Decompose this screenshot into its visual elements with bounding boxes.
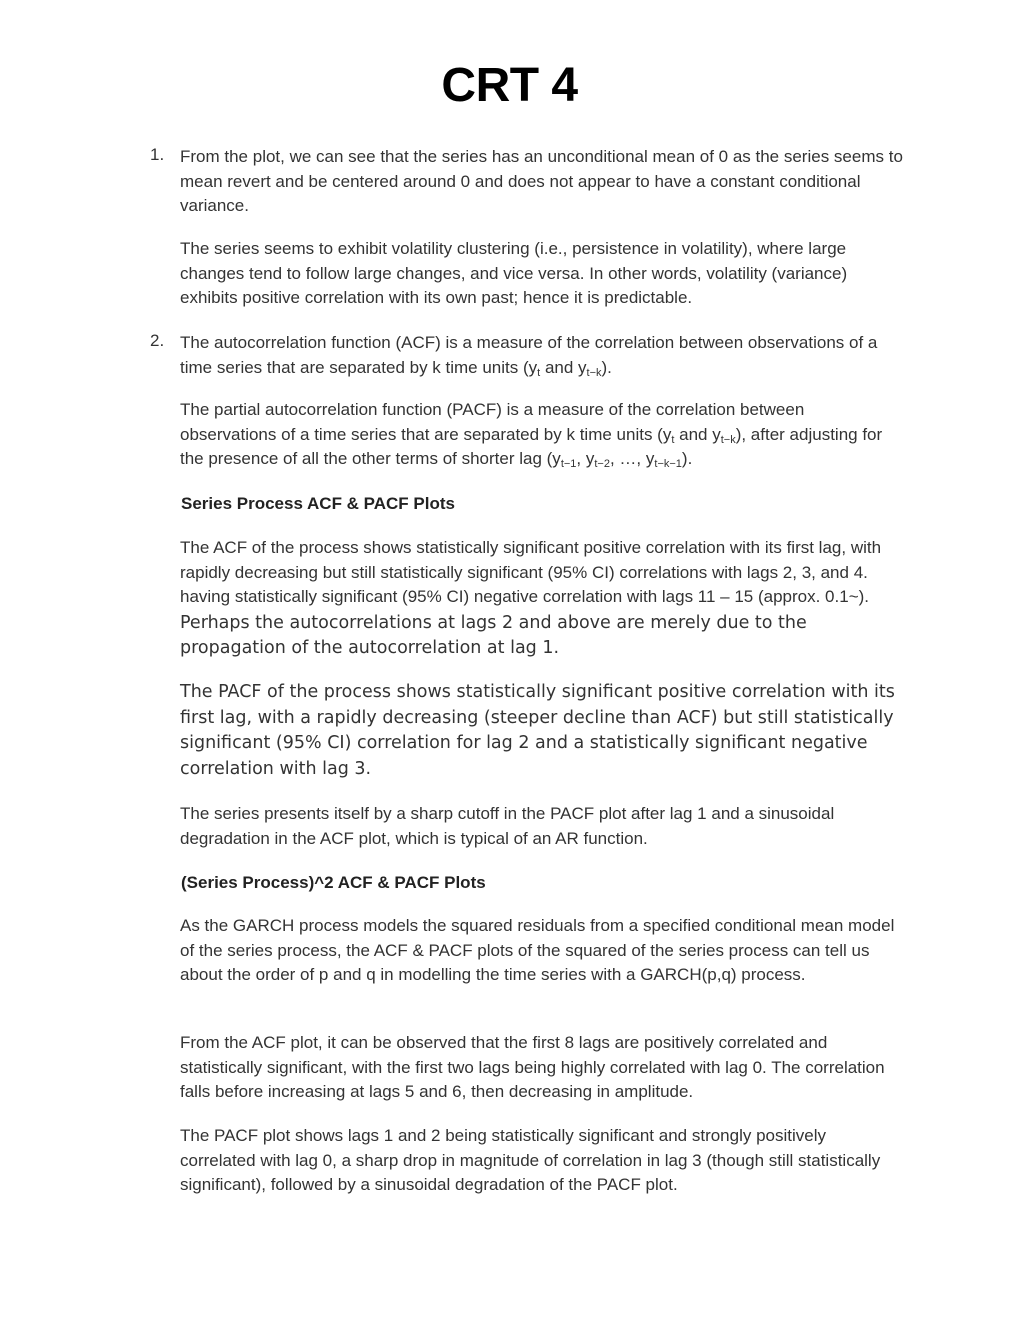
acf-observation: The ACF of the process shows statistically significant positive correlation with its first lag, with rapidly decreasing but still statistically significant (95% CI) correlations with lags 2, 3, and 4. having statistically significant (95% CI) negative correlation with lags 11 – 15 (approx. 0.1~). Perhaps the autocorrelations at lags 2 and above are merely due to the propagation of the autocorrelation at lag 1. [180, 538, 882, 658]
pacf-observation: The PACF of the process shows statistically significant positive correlation with its first lag, with a rapidly decreasing (steeper decline than ACF) but still statistically significant (95% CI) correlation for lag 2 and a statistically significant negative correlation with lag 3. [180, 682, 895, 779]
pacf-definition: The partial autocorrelation function (PACF) is a measure of the correlation between observations of a time series that are separated by k time units ($y_t$ and $y_{t-k}$), after adjusting for the presence of all the other terms of shorter lag ($y_{t-1}$, $y_{t-2}$, …, $y_{t-k-1}$). [180, 400, 883, 470]
q1-paragraph-2: The series seems to exhibit volatility clustering (i.e., persistence in volatility), where large changes tend to follow large changes, and vice versa. In other words, volatility (variance) exhibits positive correlation with its own past; hence it is predictable. [180, 239, 848, 307]
section-heading-series-process: Series Process ACF & PACF Plots [181, 494, 455, 513]
acf-squared-paragraph: From the ACF plot, it can be observed that the first 8 lags are positively correlated and statistically significant, with the first two lags being highly correlated with lag 0. The correlation falls before increasing at lags 5 and 6, then decreasing in amplitude. [180, 1033, 885, 1101]
list-number-2: 2. [150, 331, 165, 350]
section-heading-squared-series: (Series Process)^2 ACF & PACF Plots [181, 873, 486, 892]
acf-definition: The autocorrelation function (ACF) is a measure of the correlation between observations of a time series that are separated by k time units ($y_t$ and $y_{t-k}$). [180, 333, 878, 379]
garch-paragraph: As the GARCH process models the squared residuals from a specified conditional mean model of the series process, the ACF & PACF plots of the squared of the series process can tell us about the order of p and q in modelling the time series with a GARCH(p,q) process. [180, 916, 895, 984]
pacf-squared-paragraph: The PACF plot shows lags 1 and 2 being statistically significant and strongly positively correlated with lag 0, a sharp drop in magnitude of correlation in lag 3 (though still statistically significant), followed by a sinusoidal degradation of the PACF plot. [180, 1126, 881, 1194]
page-title: CRT 4 [441, 59, 578, 112]
list-number-1: 1. [150, 145, 165, 164]
q1-paragraph-1: From the plot, we can see that the series has an unconditional mean of 0 as the series seems to mean revert and be centered around 0 and does not appear to have a constant conditional variance. [180, 147, 903, 215]
series-summary: The series presents itself by a sharp cutoff in the PACF plot after lag 1 and a sinusoidal degradation in the ACF plot, which is typical of an AR function. [180, 804, 835, 848]
